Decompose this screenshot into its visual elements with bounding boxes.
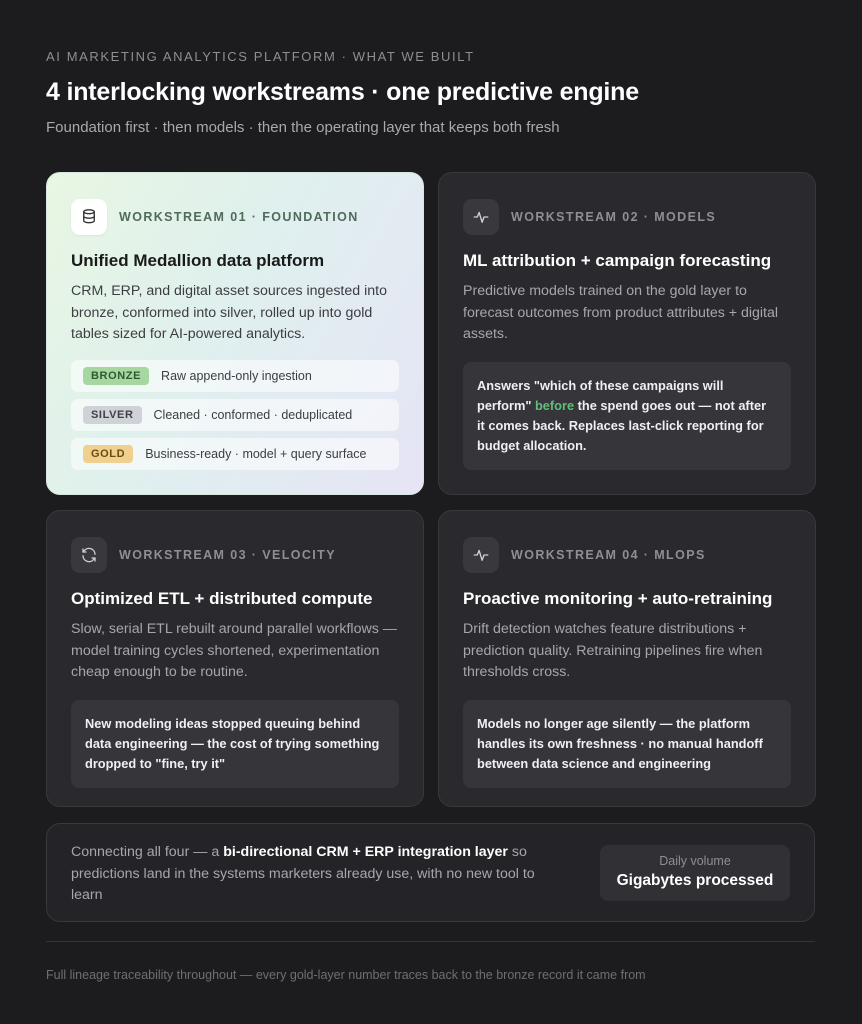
tier-bronze (71, 360, 399, 392)
integration-text-bold: bi-directional CRM + ERP integration layer (223, 844, 508, 860)
card-description: CRM, ERP, and digital asset sources ingested into bronze, conformed into silver, rolled up into gold tables sized for AI-powered analytics. (71, 283, 387, 342)
footer-note: Full lineage traceability throughout — every gold-layer number traces back to the bronze record it came from (46, 968, 646, 982)
callout (463, 362, 791, 470)
refresh-icon (71, 537, 107, 573)
integration-text (71, 842, 561, 907)
card-description: Slow, serial ETL rebuilt around parallel workflows — model training cycles shortened, experimentation cheap enough to be routine. (71, 621, 397, 680)
eyebrow: AI MARKETING ANALYTICS PLATFORM · WHAT WE BUILT (46, 49, 475, 64)
page-subtitle: Foundation first · then models · then the operating layer that keeps both fresh (46, 119, 560, 136)
workstream-label: WORKSTREAM 01 · FOUNDATION (119, 210, 359, 224)
bronze-badge: BRONZE (83, 367, 149, 385)
daily-volume-stat (600, 845, 790, 901)
card-description: Drift detection watches feature distributions + prediction quality. Retraining pipelines fire when thresholds cross. (463, 621, 763, 680)
stat-label: Daily volume (659, 854, 731, 868)
page-title: 4 interlocking workstreams · one predictive engine (46, 78, 639, 106)
workstream-label: WORKSTREAM 04 · MLOPS (511, 548, 706, 562)
divider (46, 941, 815, 942)
card-title: ML attribution + campaign forecasting (463, 251, 772, 270)
workstream-card-foundation (46, 172, 424, 495)
stat-value: Gigabytes processed (616, 872, 774, 889)
workstream-card-models (438, 172, 816, 495)
tier-gold (71, 438, 399, 470)
card-title: Proactive monitoring + auto-retraining (463, 589, 773, 608)
callout: New modeling ideas stopped queuing behind data engineering — the cost of trying something dropped to "fine, try it" (71, 700, 399, 788)
medallion-tiers (71, 360, 399, 470)
integration-text-pre: Connecting all four — a (71, 844, 224, 860)
tier-text: Business-ready · model + query surface (145, 446, 367, 461)
integration-card (46, 823, 815, 922)
database-icon (71, 199, 107, 235)
tier-text: Cleaned · conformed · deduplicated (153, 407, 353, 422)
callout-text: the spend goes out — not after it comes back. Replaces last-click reporting for budget allocation. (477, 397, 767, 453)
integration-text-post: so predictions land in the systems marketers already use, with no new tool to learn (71, 844, 535, 903)
workstream-label: WORKSTREAM 03 · VELOCITY (119, 548, 336, 562)
card-title: Optimized ETL + distributed compute (71, 589, 373, 608)
workstream-card-mlops (438, 510, 816, 807)
tier-silver (71, 399, 399, 431)
silver-badge: SILVER (83, 406, 142, 424)
card-title: Unified Medallion data platform (71, 251, 325, 270)
callout-text: Answers "which of these campaigns will perform" (477, 377, 724, 413)
workstream-card-velocity (46, 510, 424, 807)
callout-highlight: before (534, 397, 575, 413)
workstream-label: WORKSTREAM 02 · MODELS (511, 210, 717, 224)
pulse-icon (463, 537, 499, 573)
pulse-icon (463, 199, 499, 235)
callout: Models no longer age silently — the platform handles its own freshness · no manual handoff between data science and engineering (463, 700, 791, 788)
gold-badge: GOLD (83, 445, 133, 463)
card-description: Predictive models trained on the gold layer to forecast outcomes from product attributes + digital assets. (463, 283, 779, 342)
tier-text: Raw append-only ingestion (161, 368, 312, 383)
